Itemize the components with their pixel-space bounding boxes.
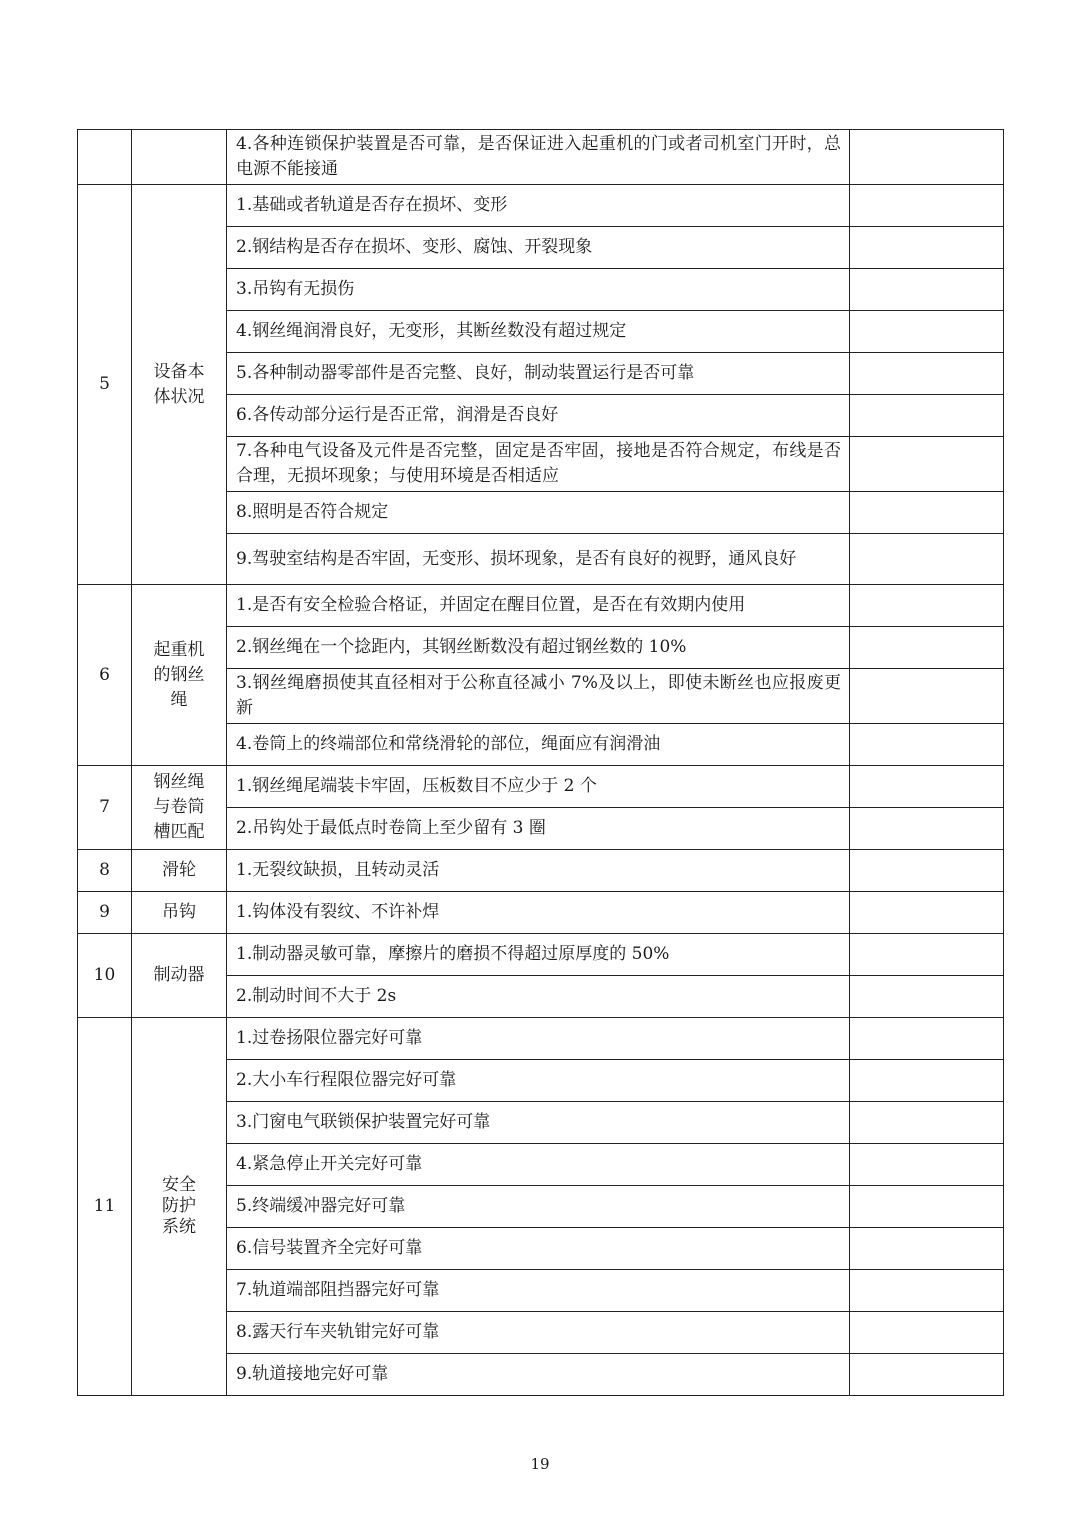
inspection-item: 1.是否有安全检验合格证，并固定在醒目位置，是否在有效期内使用 <box>227 585 850 627</box>
result-cell <box>850 227 1004 269</box>
result-cell <box>850 311 1004 353</box>
result-cell <box>850 269 1004 311</box>
inspection-category: 吊钩 <box>132 892 227 934</box>
inspection-item: 7.各种电气设备及元件是否完整，固定是否牢固，接地是否符合规定，布线是否合理，无损坏现象；与使用环境是否相适应 <box>227 437 850 492</box>
result-cell <box>850 976 1004 1018</box>
inspection-item: 1.基础或者轨道是否存在损坏、变形 <box>227 185 850 227</box>
row-number: 10 <box>78 934 132 1018</box>
table-row <box>78 130 1004 185</box>
table-row <box>78 1018 1004 1060</box>
table-row <box>78 934 1004 976</box>
inspection-item: 6.信号装置齐全完好可靠 <box>227 1228 850 1270</box>
result-cell <box>850 1186 1004 1228</box>
result-cell <box>850 766 1004 808</box>
inspection-item: 9.驾驶室结构是否牢固，无变形、损坏现象，是否有良好的视野，通风良好 <box>227 534 850 585</box>
result-cell <box>850 1270 1004 1312</box>
row-number: 6 <box>78 585 132 766</box>
result-cell <box>850 1354 1004 1396</box>
inspection-category: 设备本体状况 <box>132 185 227 585</box>
result-cell <box>850 395 1004 437</box>
result-cell <box>850 585 1004 627</box>
result-cell <box>850 492 1004 534</box>
inspection-item: 7.轨道端部阻挡器完好可靠 <box>227 1270 850 1312</box>
inspection-item: 1.钩体没有裂纹、不许补焊 <box>227 892 850 934</box>
result-cell <box>850 185 1004 227</box>
inspection-item: 2.制动时间不大于 2s <box>227 976 850 1018</box>
row-number: 7 <box>78 766 132 850</box>
inspection-item: 2.吊钩处于最低点时卷筒上至少留有 3 圈 <box>227 808 850 850</box>
result-cell <box>850 808 1004 850</box>
inspection-category: 起重机的钢丝绳 <box>132 585 227 766</box>
inspection-category: 安全防护系统 <box>132 1018 227 1396</box>
inspection-category: 滑轮 <box>132 850 227 892</box>
result-cell <box>850 1228 1004 1270</box>
inspection-item: 4.卷筒上的终端部位和常绕滑轮的部位，绳面应有润滑油 <box>227 724 850 766</box>
result-cell <box>850 892 1004 934</box>
inspection-item: 2.钢丝绳在一个捻距内，其钢丝断数没有超过钢丝数的 10% <box>227 627 850 669</box>
table-row <box>78 766 1004 808</box>
result-cell <box>850 669 1004 724</box>
result-cell <box>850 1312 1004 1354</box>
result-cell <box>850 1018 1004 1060</box>
inspection-item: 5.终端缓冲器完好可靠 <box>227 1186 850 1228</box>
inspection-item: 3.钢丝绳磨损使其直径相对于公称直径减小 7%及以上，即使未断丝也应报废更新 <box>227 669 850 724</box>
result-cell <box>850 1060 1004 1102</box>
result-cell <box>850 353 1004 395</box>
row-number: 8 <box>78 850 132 892</box>
inspection-item: 2.大小车行程限位器完好可靠 <box>227 1060 850 1102</box>
inspection-item: 1.钢丝绳尾端装卡牢固，压板数目不应少于 2 个 <box>227 766 850 808</box>
inspection-item: 6.各传动部分运行是否正常，润滑是否良好 <box>227 395 850 437</box>
table-row <box>78 892 1004 934</box>
result-cell <box>850 534 1004 585</box>
inspection-category <box>132 130 227 185</box>
inspection-checklist <box>77 129 1003 1396</box>
page-number: 19 <box>530 1455 550 1473</box>
inspection-item: 1.无裂纹缺损，且转动灵活 <box>227 850 850 892</box>
inspection-item: 4.紧急停止开关完好可靠 <box>227 1144 850 1186</box>
result-cell <box>850 627 1004 669</box>
result-cell <box>850 934 1004 976</box>
inspection-item: 3.门窗电气联锁保护装置完好可靠 <box>227 1102 850 1144</box>
inspection-item: 1.过卷扬限位器完好可靠 <box>227 1018 850 1060</box>
checklist-table <box>77 129 1004 1396</box>
row-number: 11 <box>78 1018 132 1396</box>
inspection-category: 制动器 <box>132 934 227 1018</box>
row-number <box>78 130 132 185</box>
table-row <box>78 850 1004 892</box>
result-cell <box>850 1102 1004 1144</box>
result-cell <box>850 724 1004 766</box>
inspection-item: 4.各种连锁保护装置是否可靠，是否保证进入起重机的门或者司机室门开时，总电源不能接通 <box>227 130 850 185</box>
row-number: 5 <box>78 185 132 585</box>
result-cell <box>850 130 1004 185</box>
inspection-category: 钢丝绳与卷筒槽匹配 <box>132 766 227 850</box>
result-cell <box>850 1144 1004 1186</box>
inspection-item: 4.钢丝绳润滑良好，无变形，其断丝数没有超过规定 <box>227 311 850 353</box>
inspection-item: 9.轨道接地完好可靠 <box>227 1354 850 1396</box>
row-number: 9 <box>78 892 132 934</box>
inspection-item: 2.钢结构是否存在损坏、变形、腐蚀、开裂现象 <box>227 227 850 269</box>
inspection-item: 5.各种制动器零部件是否完整、良好，制动装置运行是否可靠 <box>227 353 850 395</box>
table-row <box>78 185 1004 227</box>
table-row <box>78 585 1004 627</box>
result-cell <box>850 437 1004 492</box>
inspection-item: 3.吊钩有无损伤 <box>227 269 850 311</box>
inspection-item: 1.制动器灵敏可靠，摩擦片的磨损不得超过原厚度的 50% <box>227 934 850 976</box>
result-cell <box>850 850 1004 892</box>
inspection-item: 8.照明是否符合规定 <box>227 492 850 534</box>
inspection-item: 8.露天行车夹轨钳完好可靠 <box>227 1312 850 1354</box>
